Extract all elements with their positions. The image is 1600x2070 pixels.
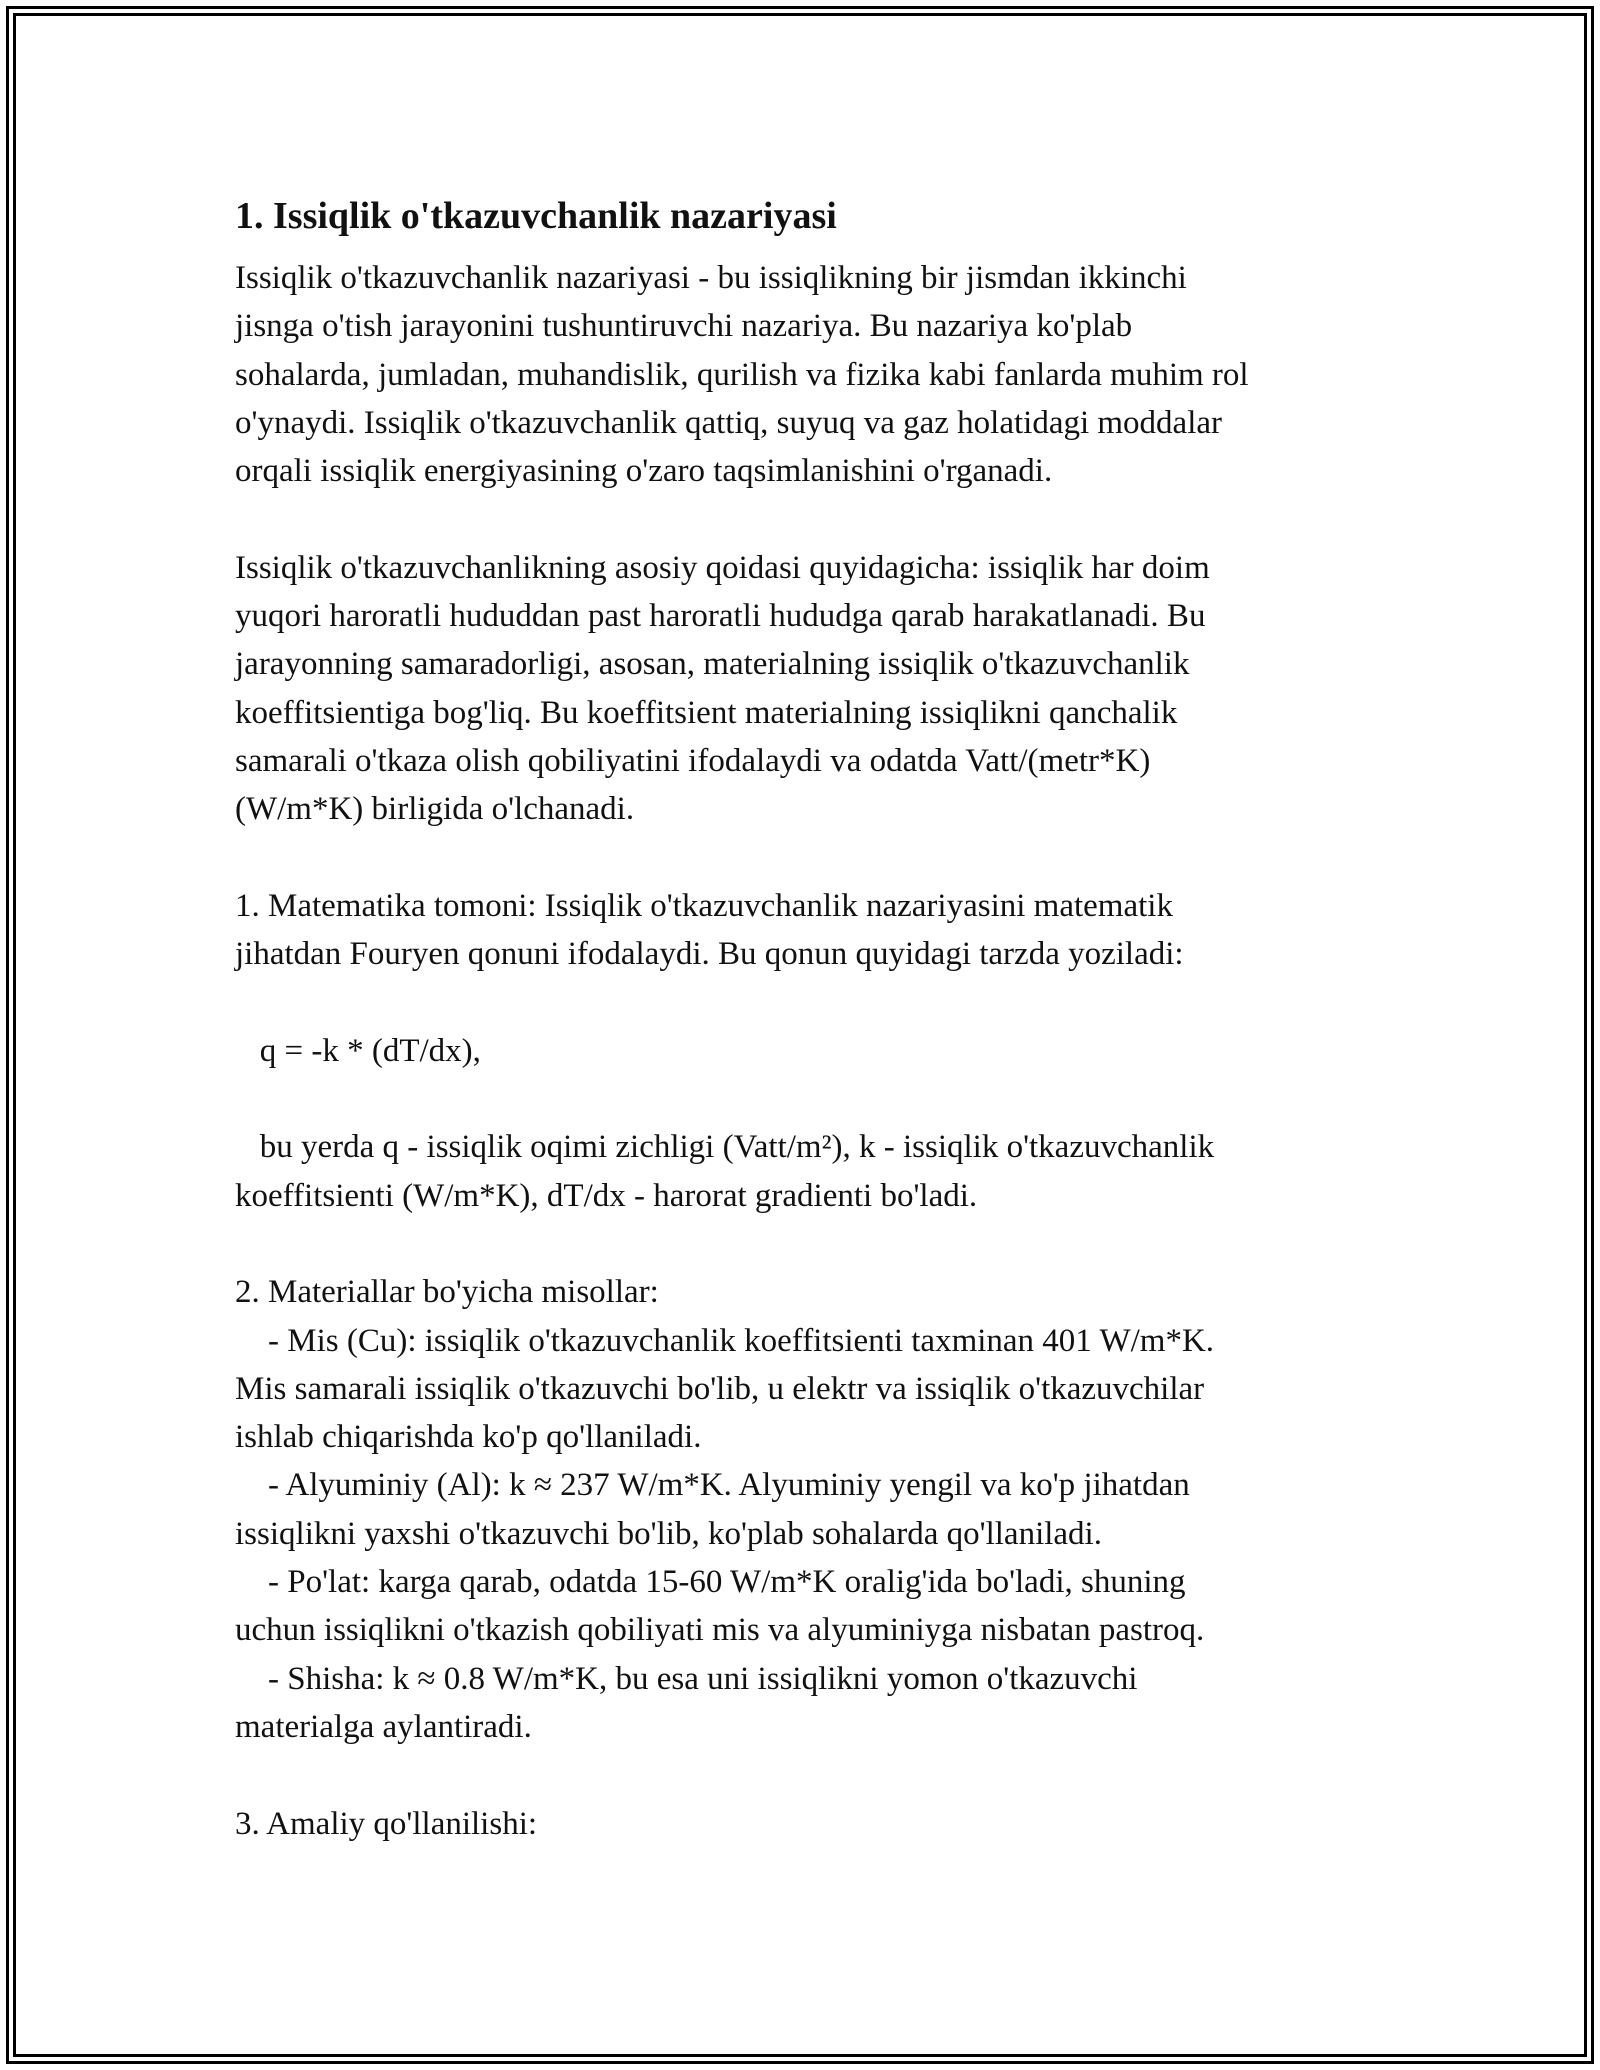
text-line: yuqori haroratli hududdan past haroratli hududga qarab harakatlanadi. Bu bbox=[235, 598, 1206, 635]
text-line: (W/m*K) birligida o'lchanadi. bbox=[235, 791, 635, 828]
text-line: jarayonning samaradorligi, asosan, materialning issiqlik o'tkazuvchanlik bbox=[235, 646, 1190, 683]
text-line: Mis samarali issiqlik o'tkazuvchi bo'lib, u elektr va issiqlik o'tkazuvchilar bbox=[235, 1370, 1205, 1407]
text-line: - Alyuminiy (Al): k ≈ 237 W/m*K. Alyuminiy yengil va ko'p jihatdan bbox=[235, 1467, 1190, 1504]
text-line: - Po'lat: karga qarab, odatda 15-60 W/m*K oralig'ida bo'ladi, shuning bbox=[235, 1564, 1186, 1601]
text-line: bu yerda q - issiqlik oqimi zichligi (Vatt/m²), k - issiqlik o'tkazuvchanlik bbox=[235, 1129, 1215, 1166]
text-line bbox=[235, 1075, 1385, 1123]
text-line: o'ynaydi. Issiqlik o'tkazuvchanlik qattiq, suyuq va gaz holatidagi moddalar bbox=[235, 404, 1223, 441]
text-line bbox=[235, 978, 1385, 1026]
text-line: - Shisha: k ≈ 0.8 W/m*K, bu esa uni issiqlikni yomon o'tkazuvchi bbox=[235, 1660, 1138, 1697]
text-line bbox=[235, 495, 1385, 543]
text-line: materialga aylantiradi. bbox=[235, 1708, 532, 1745]
text-line: uchun issiqlikni o'tkazish qobiliyati mis va alyuminiyga nisbatan pastroq. bbox=[235, 1612, 1205, 1649]
text-line: orqali issiqlik energiyasining o'zaro taqsimlanishini o'rganadi. bbox=[235, 453, 1053, 490]
text-line: - Mis (Cu): issiqlik o'tkazuvchanlik koeffitsienti taxminan 401 W/m*K. bbox=[235, 1322, 1215, 1359]
text-line: samarali o'tkaza olish qobiliyatini ifodalaydi va odatda Vatt/(metr*K) bbox=[235, 742, 1151, 779]
text-line: 2. Materiallar bo'yicha misollar: bbox=[235, 1274, 659, 1311]
text-line: q = -k * (dT/dx), bbox=[235, 1032, 481, 1069]
document-text bbox=[235, 254, 1385, 1848]
text-line: koeffitsientiga bog'liq. Bu koeffitsient materialning issiqlikni qanchalik bbox=[235, 694, 1178, 731]
text-line: sohalarda, jumladan, muhandislik, qurilish va fizika kabi fanlarda muhim rol bbox=[235, 356, 1249, 393]
text-line: ishlab chiqarishda ko'p qo'llaniladi. bbox=[235, 1419, 702, 1456]
document-body bbox=[235, 188, 1385, 1848]
text-line bbox=[235, 1220, 1385, 1268]
text-line: koeffitsienti (W/m*K), dT/dx - harorat gradienti bo'ladi. bbox=[235, 1177, 978, 1214]
text-line: 1. Matematika tomoni: Issiqlik o'tkazuvchanlik nazariyasini matematik bbox=[235, 887, 1173, 924]
text-line bbox=[235, 1751, 1385, 1799]
text-line: jisnga o'tish jarayonini tushuntiruvchi nazariya. Bu nazariya ko'plab bbox=[235, 308, 1133, 345]
text-line: jihatdan Fouryen qonuni ifodalaydi. Bu qonun quyidagi tarzda yoziladi: bbox=[235, 936, 1184, 973]
text-line: Issiqlik o'tkazuvchanlikning asosiy qoidasi quyidagicha: issiqlik har doim bbox=[235, 549, 1210, 586]
text-line: Issiqlik o'tkazuvchanlik nazariyasi - bu issiqlikning bir jismdan ikkinchi bbox=[235, 260, 1187, 296]
text-line: 3. Amaliy qo'llanilishi: bbox=[235, 1805, 538, 1842]
document-title: 1. Issiqlik o'tkazuvchanlik nazariyasi bbox=[235, 195, 837, 237]
text-line bbox=[235, 834, 1385, 882]
text-line: issiqlikni yaxshi o'tkazuvchi bo'lib, ko'plab sohalarda qo'llaniladi. bbox=[235, 1515, 1102, 1552]
